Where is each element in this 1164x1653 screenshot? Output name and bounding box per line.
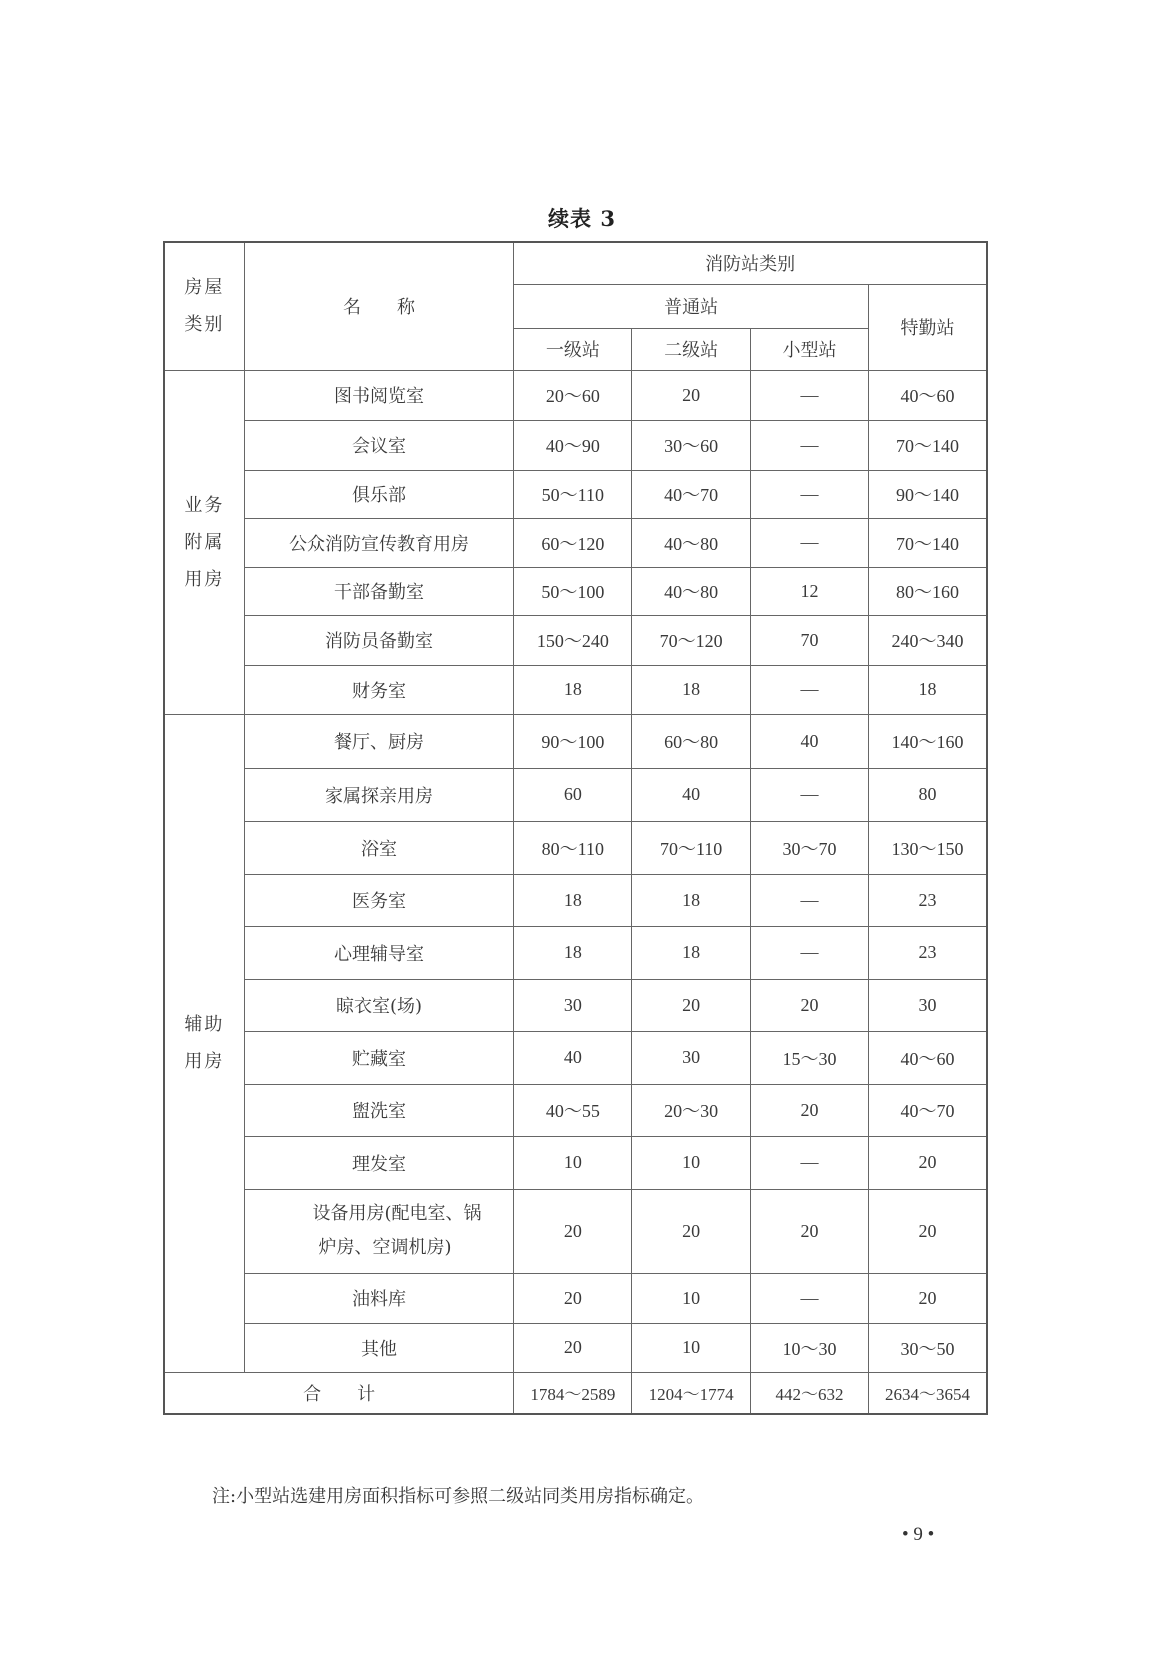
value-l1: 60 [514,768,632,821]
header-small: 小型站 [750,328,868,370]
value-small: 70 [750,615,868,665]
table-row [164,926,987,979]
value-small: — [750,1136,868,1189]
value-l1: 40 [514,1031,632,1084]
table-row [164,420,987,470]
table-row [164,1323,987,1372]
table-caption: 续表 3 [548,206,616,231]
value-small: 12 [750,567,868,615]
value-small: 20 [750,1189,868,1273]
value-small: — [750,768,868,821]
value-small: — [750,370,868,420]
value-l2: 20 [632,979,750,1031]
value-l1: 40～55 [514,1084,632,1136]
value-l2: 10 [632,1136,750,1189]
value-l2: 40～80 [632,567,750,615]
room-name: 消防员备勤室 [244,615,513,665]
value-l1: 50～100 [514,567,632,615]
table-row [164,615,987,665]
value-special: 20 [869,1189,987,1273]
value-special: 70～140 [869,420,987,470]
area-index-table [163,241,988,1415]
room-name: 油料库 [244,1273,513,1323]
total-row [164,1372,987,1414]
value-l2: 30 [632,1031,750,1084]
room-name: 浴室 [244,821,513,874]
room-name: 医务室 [244,874,513,926]
value-small: — [750,665,868,714]
value-l1: 18 [514,665,632,714]
header-normal-station: 普通站 [514,284,869,328]
value-special: 130～150 [869,821,987,874]
room-name: 理发室 [244,1136,513,1189]
value-small: 15～30 [750,1031,868,1084]
table-row [164,714,987,768]
total-small: 442～632 [750,1372,868,1414]
header-level2: 二级站 [632,328,750,370]
value-special: 40～60 [869,1031,987,1084]
room-name: 家属探亲用房 [244,768,513,821]
value-l1: 18 [514,926,632,979]
room-name: 俱乐部 [244,470,513,518]
value-l2: 70～110 [632,821,750,874]
total-label: 合 计 [164,1372,514,1414]
value-l1: 40～90 [514,420,632,470]
value-l2: 18 [632,665,750,714]
value-special: 80 [869,768,987,821]
value-l2: 20 [632,370,750,420]
room-name: 盥洗室 [244,1084,513,1136]
header-special-station: 特勤站 [869,284,987,370]
header-name: 名 称 [244,242,513,370]
value-l2: 20 [632,1189,750,1273]
table-row [164,470,987,518]
value-special: 30 [869,979,987,1031]
table-row [164,370,987,420]
value-special: 140～160 [869,714,987,768]
value-l1: 50～110 [514,470,632,518]
table-row [164,979,987,1031]
room-name: 晾衣室(场) [244,979,513,1031]
room-name: 公众消防宣传教育用房 [244,518,513,567]
value-special: 40～60 [869,370,987,420]
value-special: 70～140 [869,518,987,567]
value-special: 40～70 [869,1084,987,1136]
header-category: 房屋 类别 [164,242,244,370]
value-special: 80～160 [869,567,987,615]
value-l1: 20 [514,1273,632,1323]
value-l1: 20 [514,1189,632,1273]
table-row [164,1136,987,1189]
table-row [164,874,987,926]
value-special: 18 [869,665,987,714]
value-l1: 20～60 [514,370,632,420]
value-small: — [750,874,868,926]
value-small: — [750,420,868,470]
room-name: 心理辅导室 [244,926,513,979]
room-name: 干部备勤室 [244,567,513,615]
table-row [164,1273,987,1323]
category-cell: 业务 附属 用房 [164,370,244,714]
value-l1: 150～240 [514,615,632,665]
value-special: 90～140 [869,470,987,518]
value-special: 23 [869,874,987,926]
category-cell: 辅助 用房 [164,714,244,1372]
value-l1: 10 [514,1136,632,1189]
header-level1: 一级站 [514,328,632,370]
room-name: 图书阅览室 [244,370,513,420]
value-l2: 40～70 [632,470,750,518]
value-small: — [750,518,868,567]
value-l2: 40 [632,768,750,821]
table-row [164,567,987,615]
value-small: — [750,926,868,979]
table-row [164,518,987,567]
value-small: 20 [750,1084,868,1136]
value-l2: 60～80 [632,714,750,768]
room-name: 设备用房(配电室、锅 炉房、空调机房) [244,1189,513,1273]
value-l1: 80～110 [514,821,632,874]
total-l1: 1784～2589 [514,1372,632,1414]
table-row [164,1031,987,1084]
value-l2: 30～60 [632,420,750,470]
table-row [164,1189,987,1273]
table-row [164,665,987,714]
table-row [164,821,987,874]
value-l1: 90～100 [514,714,632,768]
value-l2: 10 [632,1273,750,1323]
room-name: 会议室 [244,420,513,470]
value-small: 30～70 [750,821,868,874]
value-special: 23 [869,926,987,979]
value-l1: 60～120 [514,518,632,567]
room-name: 财务室 [244,665,513,714]
value-small: — [750,470,868,518]
value-small: 40 [750,714,868,768]
value-special: 30～50 [869,1323,987,1372]
value-l1: 18 [514,874,632,926]
value-l2: 70～120 [632,615,750,665]
value-small: 20 [750,979,868,1031]
room-name: 餐厅、厨房 [244,714,513,768]
value-special: 240～340 [869,615,987,665]
total-special: 2634～3654 [869,1372,987,1414]
value-l2: 40～80 [632,518,750,567]
value-l1: 20 [514,1323,632,1372]
value-small: — [750,1273,868,1323]
total-l2: 1204～1774 [632,1372,750,1414]
table-row [164,1084,987,1136]
value-l2: 18 [632,926,750,979]
value-l1: 30 [514,979,632,1031]
room-name: 其他 [244,1323,513,1372]
value-small: 10～30 [750,1323,868,1372]
value-l2: 18 [632,874,750,926]
table-row [164,768,987,821]
value-l2: 20～30 [632,1084,750,1136]
page-number: • 9 • [902,1524,935,1545]
table-note: 注:小型站选建用房面积指标可参照二级站同类用房指标确定。 [212,1486,705,1507]
room-name: 贮藏室 [244,1031,513,1084]
value-special: 20 [869,1273,987,1323]
value-special: 20 [869,1136,987,1189]
value-l2: 10 [632,1323,750,1372]
header-station-type: 消防站类别 [514,242,987,284]
